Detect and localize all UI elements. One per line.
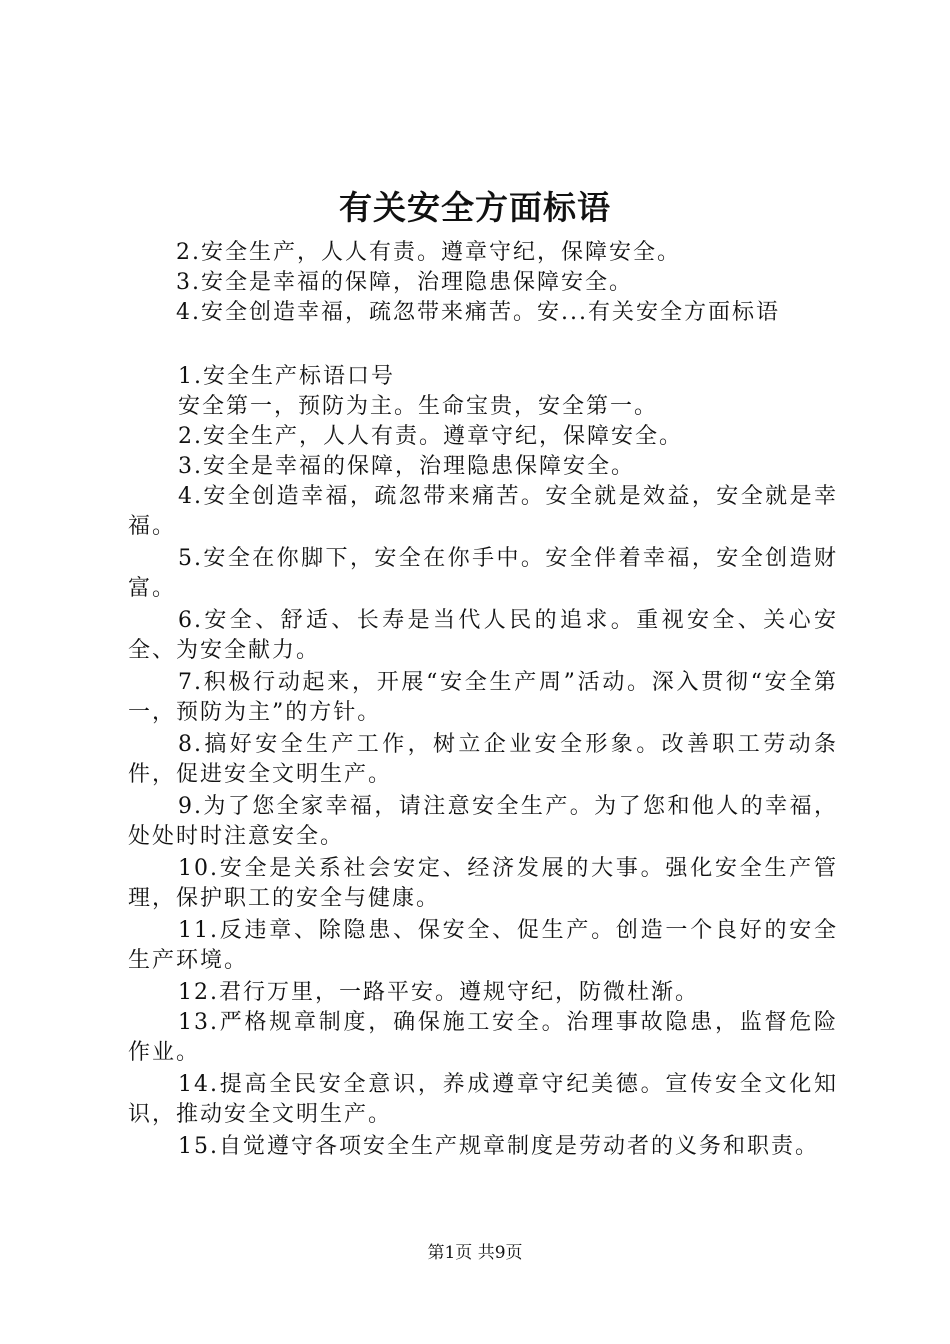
- intro-line: 3.安全是幸福的保障，治理隐患保障安全。: [176, 270, 633, 295]
- paragraph: 3.安全是幸福的保障，治理隐患保障安全。: [178, 454, 635, 479]
- paragraph: 15.自觉遵守各项安全生产规章制度是劳动者的义务和职责。: [178, 1134, 819, 1159]
- paragraph: 6.安全、舒适、长寿是当代人民的追求。重视安全、关心安全、为安全献力。: [128, 608, 838, 663]
- paragraph: 13.严格规章制度，确保施工安全。治理事故隐患，监督危险作业。: [128, 1010, 838, 1065]
- paragraph: 安全第一，预防为主。生命宝贵，安全第一。: [178, 394, 659, 419]
- page-footer: 第1页 共9页: [427, 1243, 523, 1263]
- intro-line: 2.安全生产，人人有责。遵章守纪，保障安全。: [176, 240, 681, 265]
- document-body: [128, 362, 838, 1162]
- intro-line: 4.安全创造幸福，疏忽带来痛苦。安...有关安全方面标语: [176, 300, 780, 325]
- paragraph: 12.君行万里，一路平安。遵规守纪，防微杜渐。: [178, 980, 699, 1005]
- document-title: 有关安全方面标语: [339, 188, 611, 227]
- paragraph: 4.安全创造幸福，疏忽带来痛苦。安全就是效益，安全就是幸福。: [128, 484, 838, 539]
- paragraph: 1.安全生产标语口号: [178, 364, 395, 389]
- paragraph: 5.安全在你脚下，安全在你手中。安全伴着幸福，安全创造财富。: [128, 546, 838, 601]
- intro-block: [176, 238, 876, 328]
- paragraph: 2.安全生产，人人有责。遵章守纪，保障安全。: [178, 424, 683, 449]
- paragraph: 10.安全是关系社会安定、经济发展的大事。强化安全生产管理，保护职工的安全与健康。: [128, 856, 838, 911]
- paragraph: 14.提高全民安全意识，养成遵章守纪美德。宣传安全文化知识，推动安全文明生产。: [128, 1072, 838, 1127]
- paragraph: 7.积极行动起来，开展“安全生产周”活动。深入贯彻“安全第一，预防为主”的方针。: [128, 670, 838, 725]
- paragraph: 9.为了您全家幸福，请注意安全生产。为了您和他人的幸福，处处时时注意安全。: [128, 794, 838, 849]
- paragraph: 8.搞好安全生产工作，树立企业安全形象。改善职工劳动条件，促进安全文明生产。: [128, 732, 838, 787]
- paragraph: 11.反违章、除隐患、保安全、促生产。创造一个良好的安全生产环境。: [128, 918, 838, 973]
